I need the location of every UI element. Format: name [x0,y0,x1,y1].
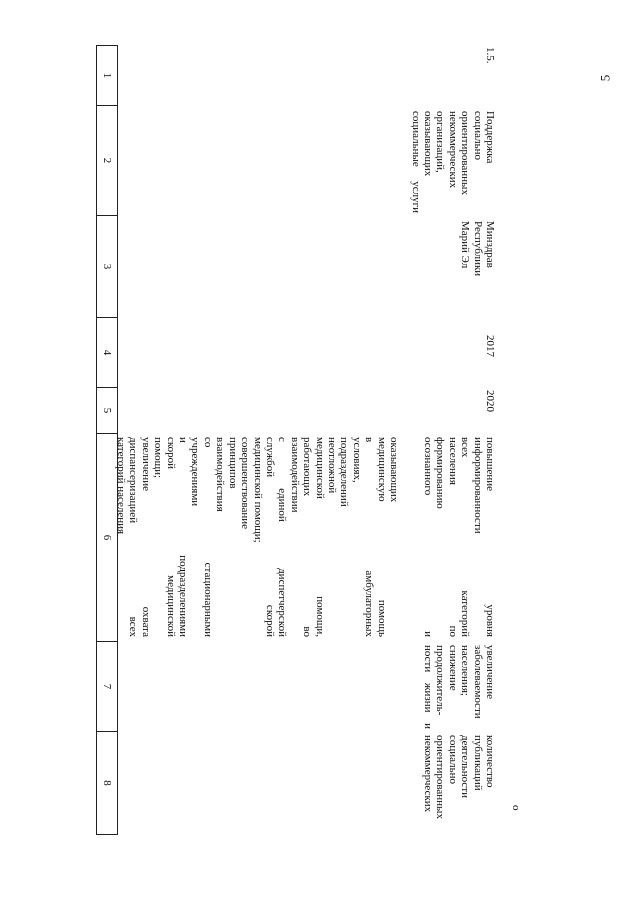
row-1-5-col8 [422,735,496,833]
row-line: оказывающих [421,111,434,177]
cont-line: неотложной [325,437,338,494]
cont-line: медицинской помощи; [251,437,264,543]
cont-line: с единой диспетчерской [276,437,289,637]
col-header-1: 1 [97,45,117,105]
row-1-5-number: 1.5. [484,47,496,64]
row-1-5-col6 [422,437,496,637]
row-line: организаций, [434,111,447,173]
cont-line: принципов [226,437,239,489]
row-line: Поддержка социально [471,111,496,164]
row-line: снижение [446,645,459,691]
cont-line: категорий населения [115,437,128,535]
cont-line: взаимодействии [288,437,301,513]
row-line: увеличение [484,645,496,699]
cont-line: скорой медицинской [164,437,177,637]
cont-line: взаимодействия [214,437,227,512]
row-line: осознанного и [421,437,434,637]
row-line: Минздрав [484,221,496,268]
page-number: 5 [597,74,613,82]
row-line: социальные услуги [409,111,422,213]
row-line: информированности [471,437,484,534]
col-header-4: 4 [97,317,117,387]
row-line: Марий Эл [459,221,472,269]
cont-line: оказывающих [388,437,400,503]
cont-line: условиях, [350,437,363,483]
cont-line: увеличение охвата [139,437,152,637]
row-line: некоммерческих [446,111,459,189]
cont-line: со стационарными [201,437,214,637]
col-header-2: 2 [97,105,117,215]
cont-line: и подразделениями [177,437,190,637]
row-line: населения по [446,437,459,637]
row-line: Республики [471,221,484,277]
cont-line: помощи; [152,437,165,479]
cont-line: службой скорой [263,437,276,637]
row-1-5-col3 [459,221,496,317]
cont-line: работающих во [301,437,314,637]
cont-line: медицинскую помощь [375,437,388,637]
row-1-5-col2 [409,111,496,213]
cont-col6-text [115,437,400,637]
row-line: продолжитель- [434,645,447,716]
cont-line: совершенствование [239,437,252,530]
col-header-8: 8 [97,731,117,835]
row-line: некоммерческих [421,735,434,813]
row-line: деятельности [459,735,472,798]
row-line: формированию [434,437,447,509]
row-line: населения; [459,645,472,696]
row-line: всех категорий [459,437,472,637]
row-line: ориентированных [459,111,472,195]
row-line: публикаций [471,735,484,791]
row-line: ности жизни и [421,645,434,729]
cont-line: диспансеризацией всех [127,437,140,637]
cont-line: учреждениями [189,437,202,507]
row-1-5-col4: 2017 [484,335,496,357]
row-line: заболеваемости [471,645,484,719]
cont-line: подразделений [338,437,351,507]
rotated-table [40,45,600,865]
margin-mark: о [510,805,522,811]
row-line: социально [446,735,459,785]
row-1-5-col5: 2020 [484,390,496,412]
row-line: количество [484,735,496,788]
row-1-5-col7 [422,645,496,729]
cont-line: в амбулаторных [363,437,376,637]
col-header-5: 5 [97,387,117,433]
col-header-7: 7 [97,641,117,731]
cont-line: медицинской помощи, [313,437,326,637]
row-line: ориентированных [434,735,447,819]
row-line: повышение уровня [484,437,496,637]
col-header-3: 3 [97,215,117,317]
col-header-6: 6 [97,433,117,641]
